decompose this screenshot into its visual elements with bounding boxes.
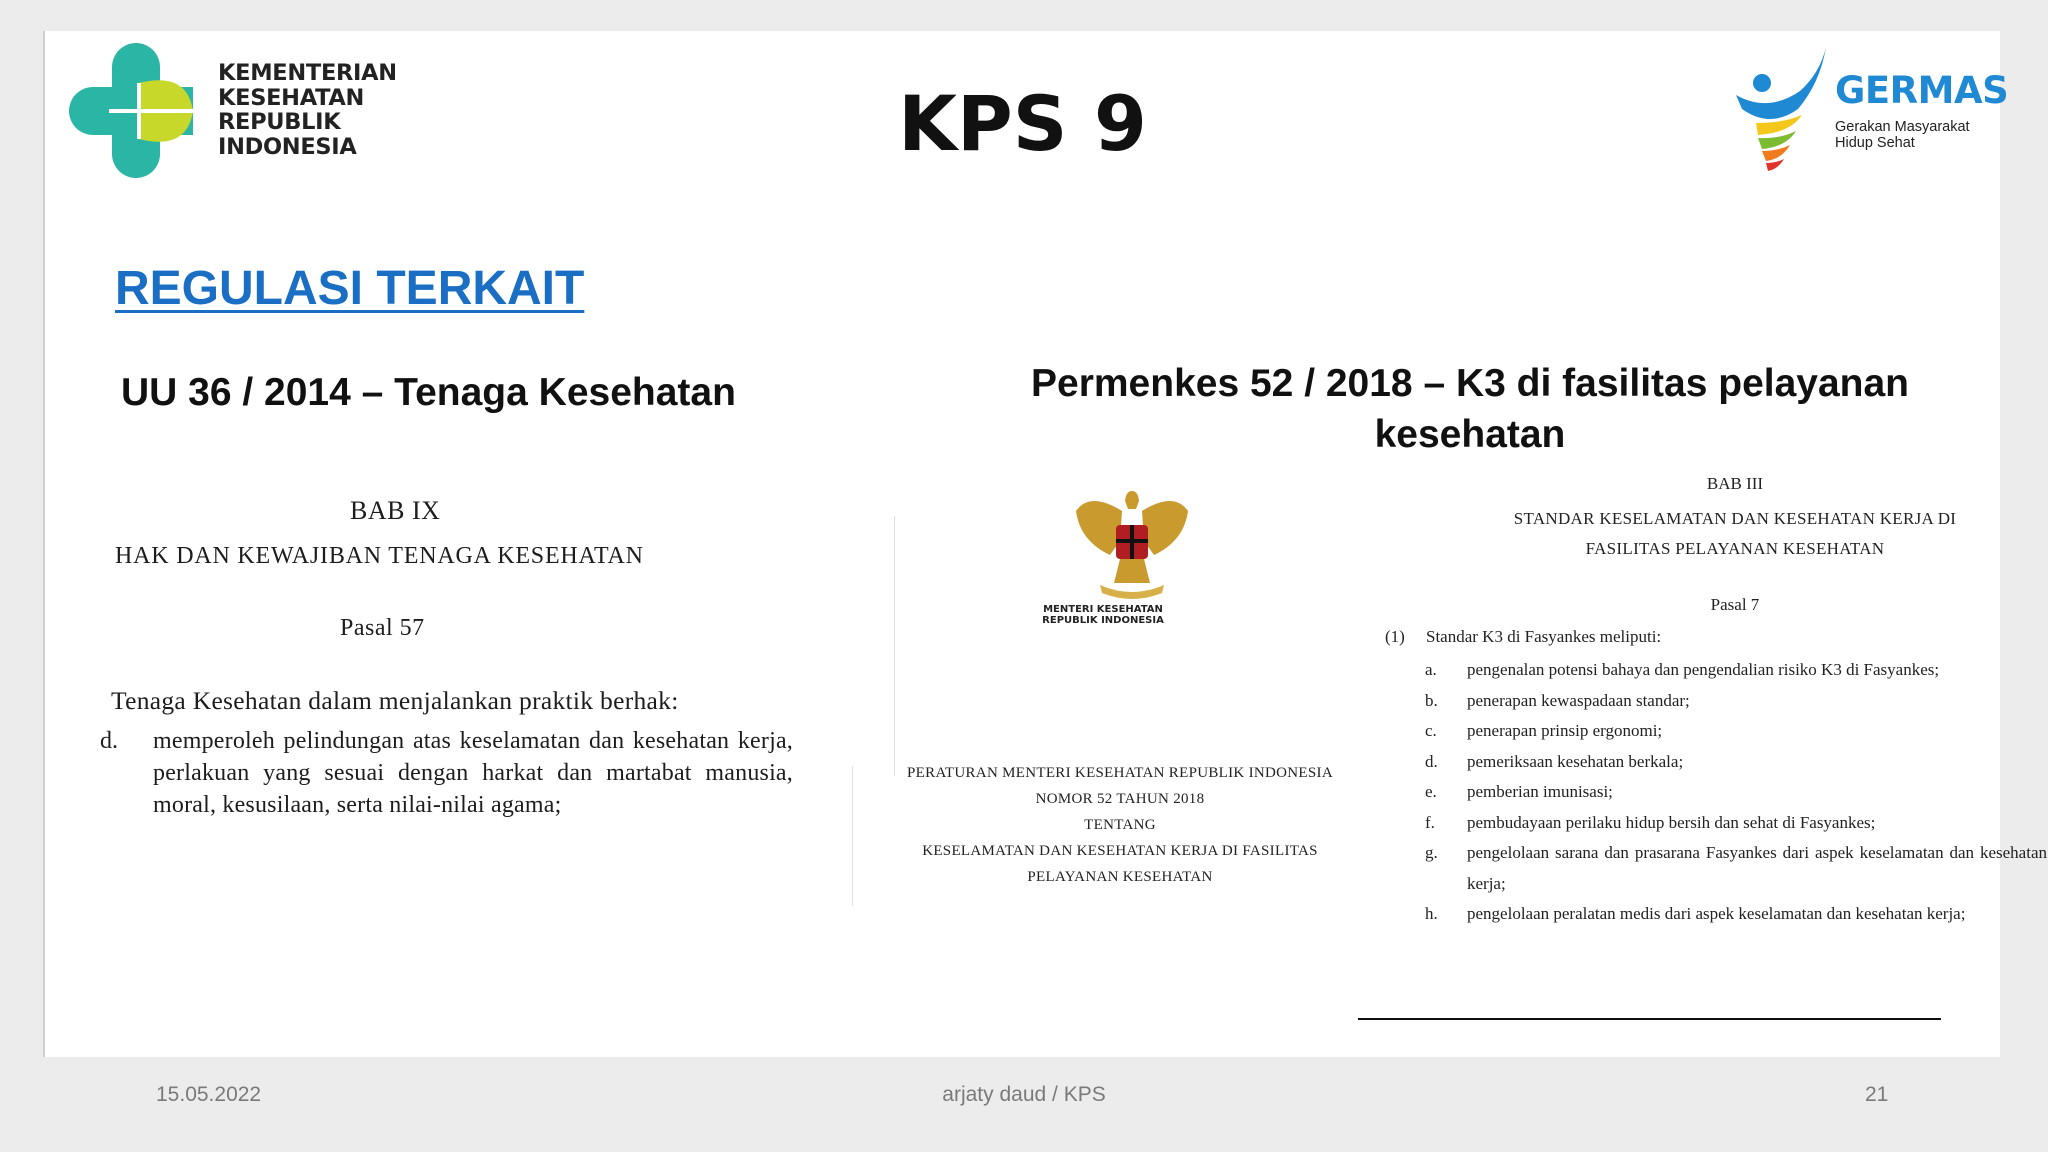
left-item-marker: d. <box>100 728 118 754</box>
germas-logo-icon <box>1728 43 1838 173</box>
germas-tagline: Gerakan Masyarakat Hidup Sehat <box>1835 119 1970 151</box>
right-pasal: Pasal 7 <box>1710 595 1760 614</box>
left-pasal: Pasal 57 <box>340 615 425 641</box>
list-item: b. penerapan kewaspadaan standar; <box>1425 690 1690 710</box>
germas-name: GERMAS <box>1835 69 2009 112</box>
garuda-emblem-icon <box>1070 481 1195 606</box>
footer-date: 15.05.2022 <box>156 1083 262 1106</box>
right-bab: BAB III <box>1706 474 1764 493</box>
list-item: h. pengelolaan peralatan medis dari aspek keselamatan dan kesehatan kerja; <box>1425 904 1966 923</box>
left-bab-title: HAK DAN KEWAJIBAN TENAGA KESEHATAN <box>115 543 644 569</box>
list-item: a. pengenalan potensi bahaya dan pengendalian risiko K3 di Fasyankes; <box>1425 660 1940 679</box>
emblem-caption: MENTERI KESEHATAN REPUBLIK INDONESIA <box>1042 604 1164 626</box>
right-regulation-title: Permenkes 52 / 2018 – K3 di fasilitas pelayanan kesehatan <box>1031 362 1909 456</box>
left-item-text: memperoleh pelindungan atas keselamatan dan kesehatan kerja, perlakuan yang sesuai dengan harkat dan martabat manusia, moral, kesusilaan, serta nilai-nilai agama; <box>153 728 793 818</box>
slide <box>43 31 2047 1057</box>
left-intro: Tenaga Kesehatan dalam menjalankan praktik berhak: <box>111 686 679 715</box>
list-item: f. pembudayaan perilaku hidup bersih dan sehat di Fasyankes; <box>1425 812 1876 832</box>
footer-author: arjaty daud / KPS <box>942 1083 1106 1106</box>
clause-number: (1) <box>1385 627 1405 646</box>
clause-text: Standar K3 di Fasyankes meliputi: <box>1426 627 1662 646</box>
list-item: e. pemberian imunisasi; <box>1425 782 1613 801</box>
document-bottom-rule <box>1358 1018 1941 1020</box>
list-item: g. pengelolaan sarana dan prasarana Fasyankes dari aspek keselamatan dan kesehatan kerja; <box>1425 843 2047 893</box>
left-bab: BAB IX <box>350 496 441 525</box>
right-bab-title: STANDAR KESELAMATAN DAN KESEHATAN KERJA DI FASILITAS PELAYANAN KESEHATAN <box>1513 509 1957 558</box>
section-heading: REGULASI TERKAIT <box>115 262 585 315</box>
divider <box>852 766 853 906</box>
page-title: KPS 9 <box>898 79 1147 168</box>
ministry-name: KEMENTERIAN KESEHATAN REPUBLIK INDONESIA <box>218 60 397 160</box>
k3-standard-list <box>1425 655 2047 930</box>
regulation-caption: PERATURAN MENTERI KESEHATAN REPUBLIK INDONESIA NOMOR 52 TAHUN 2018 TENTANG KESELAMATAN DAN KESEHATAN KERJA DI FASILITAS PELAYANAN KESEHATAN <box>907 765 1333 885</box>
divider <box>894 516 895 776</box>
footer-page-number: 21 <box>1865 1083 1889 1106</box>
list-item: c. penerapan prinsip ergonomi; <box>1425 721 1663 740</box>
left-regulation-title: UU 36 / 2014 – Tenaga Kesehatan <box>121 371 736 414</box>
list-item: d. pemeriksaan kesehatan berkala; <box>1425 751 1684 771</box>
